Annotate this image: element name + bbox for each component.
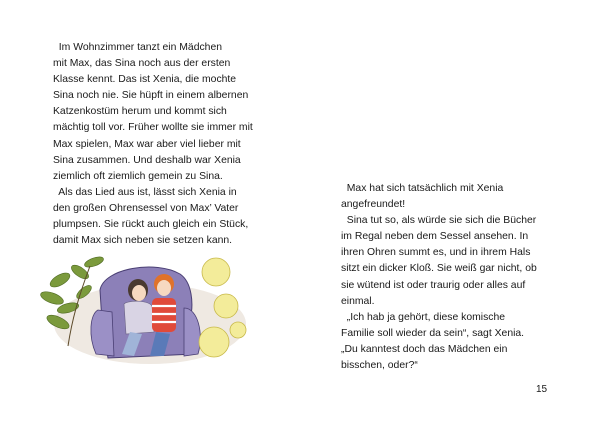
text-line: Sina zusammen. Und deshalb war Xenia <box>53 154 241 166</box>
text-line: Im Wohnzimmer tanzt ein Mädchen <box>53 42 223 53</box>
text-line: bisschen, oder?“ <box>341 360 418 372</box>
text-line: ziemlich oft ziemlich gemein zu Sina. <box>53 170 223 182</box>
text-line: Max hat sich tatsächlich mit Xenia <box>341 183 504 194</box>
left-page-text <box>53 40 253 249</box>
children-on-armchair-illustration <box>38 250 248 368</box>
text-line: Sina noch nie. Sie hüpft in einem albernen <box>53 90 249 102</box>
text-line: „Ich hab ja gehört, diese komische <box>341 311 506 323</box>
text-line: Max spielen, Max war aber viel lieber mit <box>53 138 241 150</box>
right-page-text <box>341 181 537 374</box>
text-line: den großen Ohrensessel von Max’ Vater <box>53 202 239 214</box>
text-line: damit Max sich neben sie setzen kann. <box>53 235 233 247</box>
text-line: Klasse kennt. Das ist Xenia, die mochte <box>53 74 237 86</box>
text-line: einmal. <box>341 295 375 307</box>
text-line: mit Max, das Sina noch aus der ersten <box>53 58 231 70</box>
text-line: sie wütend ist oder traurig oder alles auf <box>341 279 526 291</box>
right-page <box>300 0 600 424</box>
text-line: ihren Ohren summt es, und in ihrem Hals <box>341 247 531 259</box>
text-line: plumpsen. Sie rückt auch gleich ein Stück, <box>53 219 249 231</box>
page-number: 15 <box>536 384 548 395</box>
text-line: im Regal neben dem Sessel ansehen. In <box>341 231 529 243</box>
text-line: Familie soll wieder da sein“, sagt Xenia. <box>341 327 525 339</box>
text-line: Katzenkostüm herum und kommt sich <box>53 106 227 118</box>
text-line: sitzt ein dicker Kloß. Sie weiß gar nicht, ob <box>341 263 537 275</box>
text-line: Sina tut so, als würde sie sich die Bücher <box>341 215 537 227</box>
text-line: Als das Lied aus ist, lässt sich Xenia in <box>53 186 237 198</box>
text-line: mächtig toll vor. Früher wollte sie immer mit <box>53 122 253 134</box>
text-line: „Du kanntest doch das Mädchen ein <box>341 343 508 355</box>
text-line: angefreundet! <box>341 199 406 211</box>
